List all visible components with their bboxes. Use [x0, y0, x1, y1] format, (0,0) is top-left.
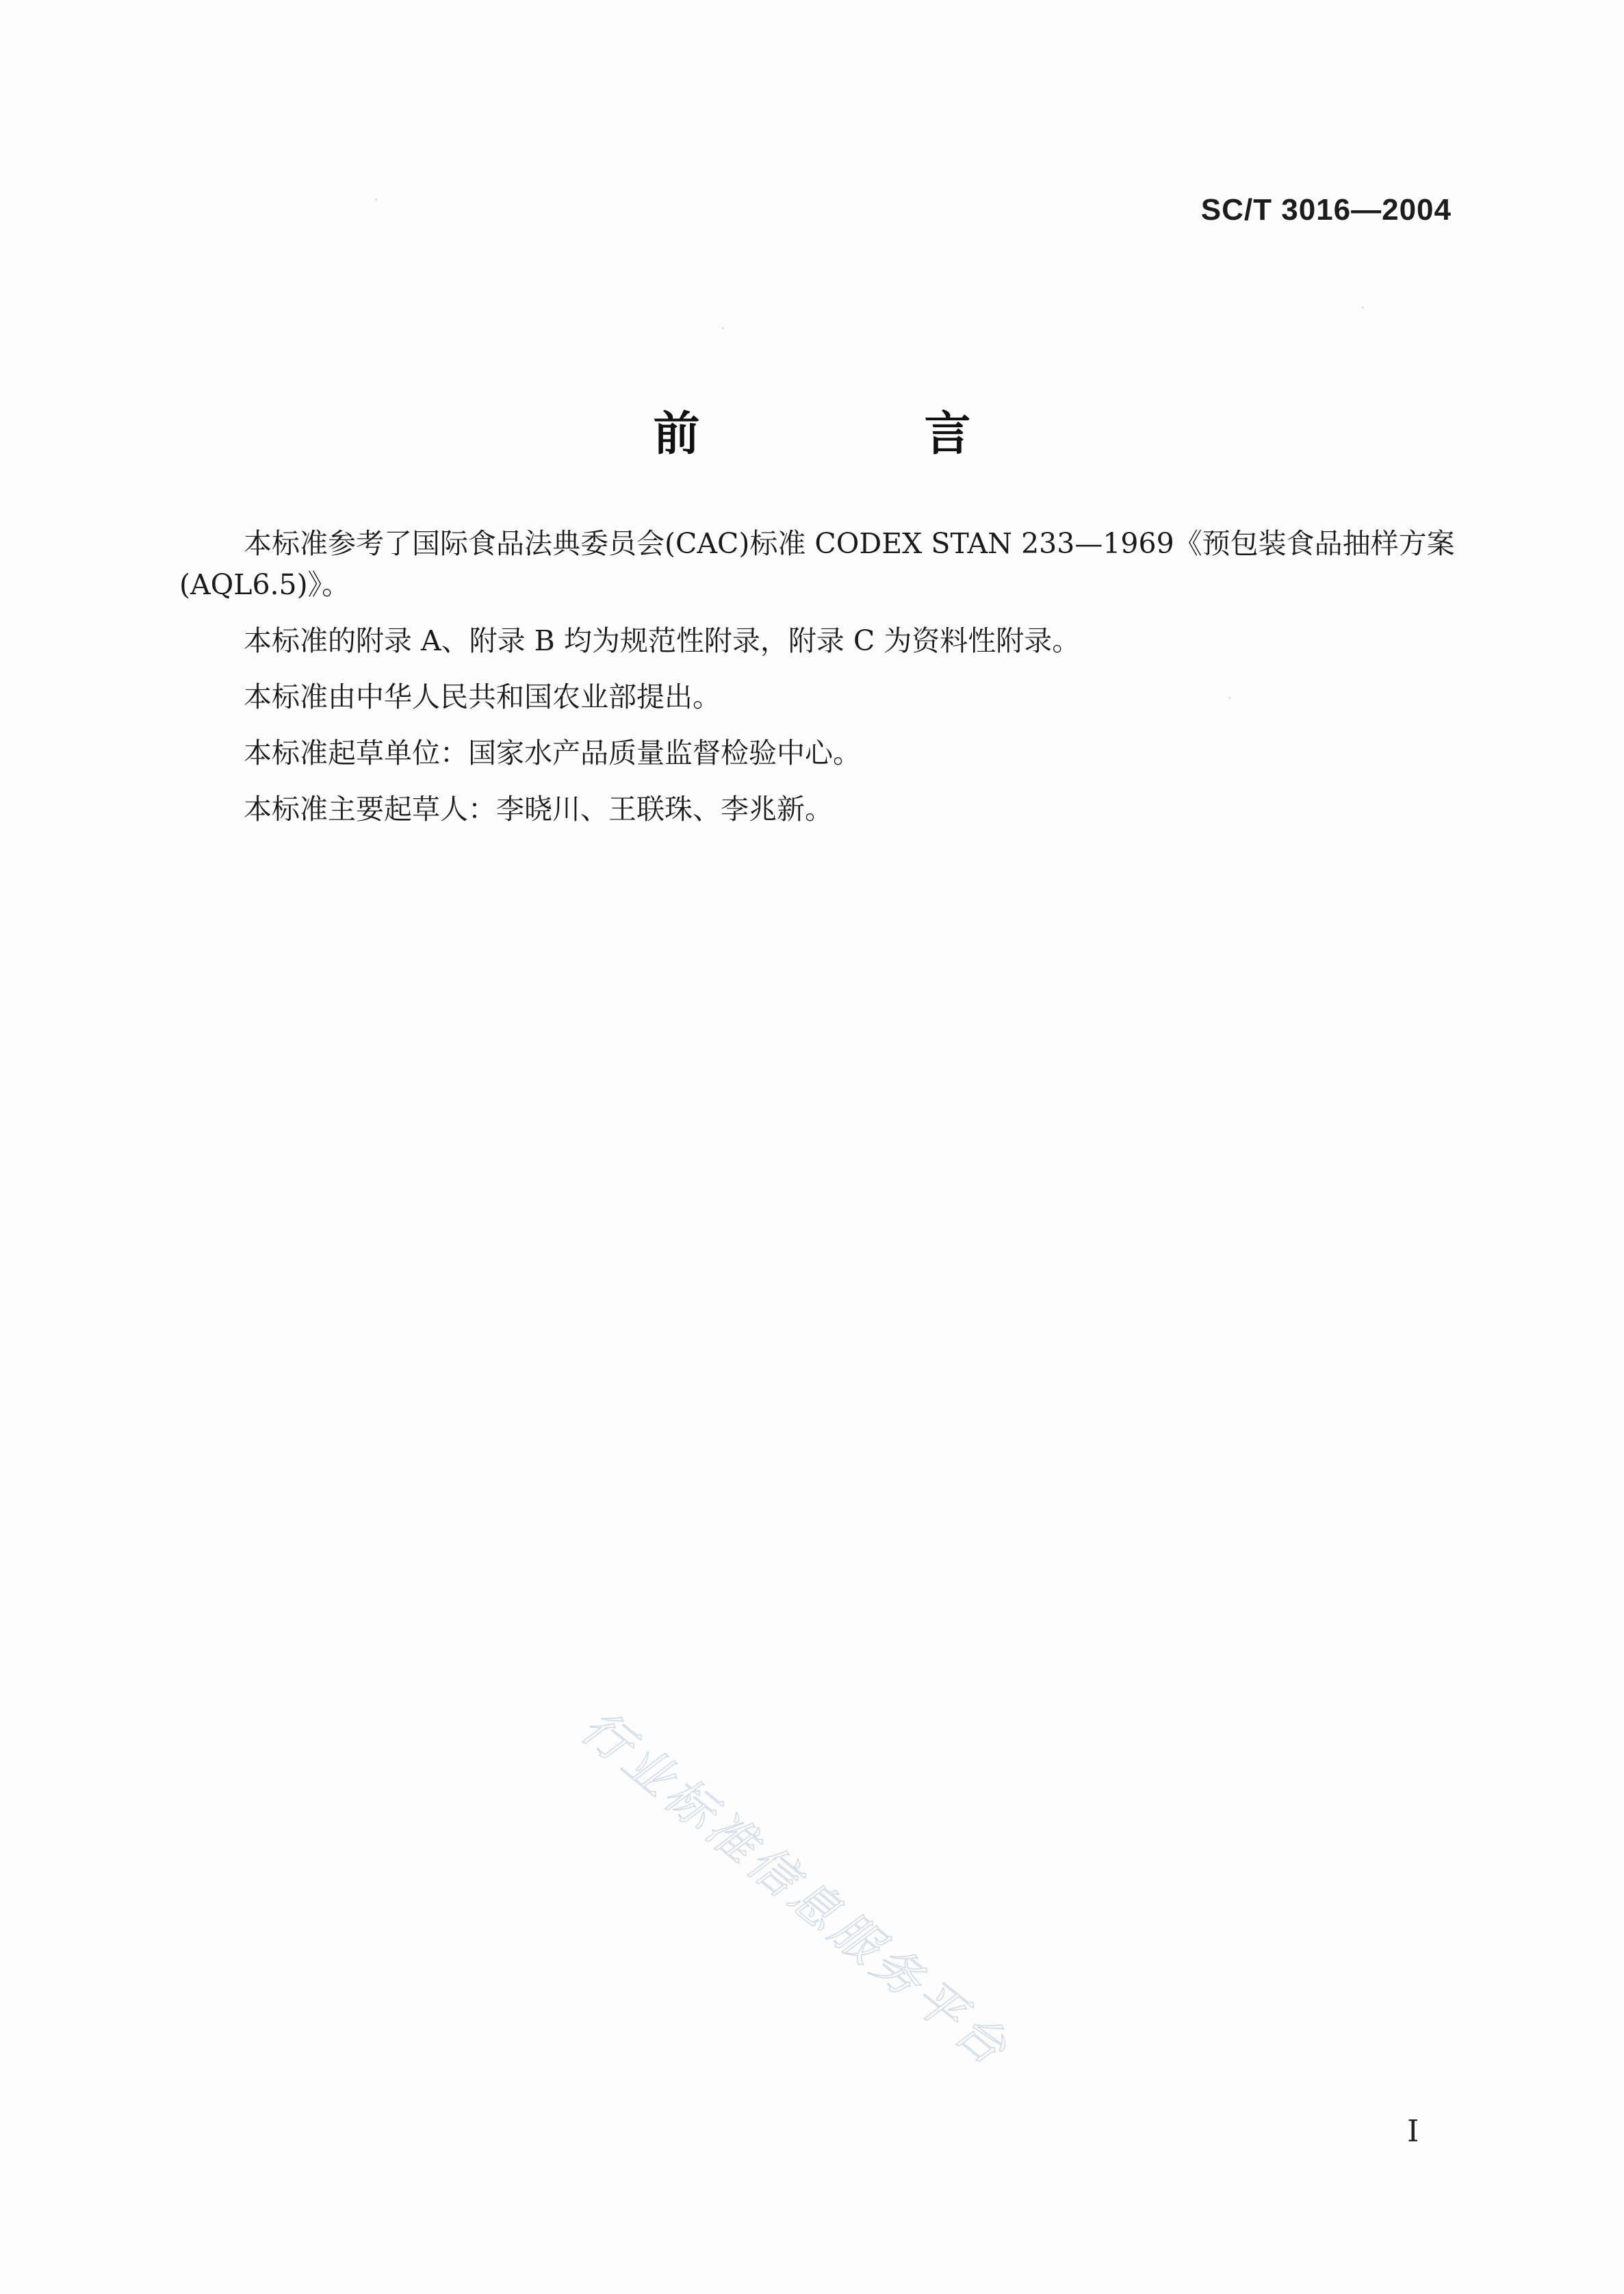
- paragraph-text: 本标准参考了国际食品法典委员会(CAC)标准 CODEX STAN 233—1969《预包装食品抽样方案: [244, 527, 1455, 560]
- page-number: I: [1407, 2114, 1419, 2149]
- paragraph-proposer: [179, 676, 1466, 717]
- paragraph-text: 本标准由中华人民共和国农业部提出。: [244, 680, 721, 713]
- page-title: 前 言: [653, 407, 1060, 461]
- scan-speck: [375, 199, 377, 201]
- scan-speck: [722, 327, 724, 329]
- paragraph-reference: [179, 523, 1466, 605]
- standard-code: SC/T 3016—2004: [1200, 193, 1452, 227]
- paragraph-annexes: [179, 620, 1466, 661]
- paragraph-text-continued: (AQL6.5)》。: [179, 568, 350, 601]
- scan-speck: [1362, 307, 1364, 309]
- foreword-body: [179, 523, 1466, 845]
- paragraph-text: 本标准主要起草人：李晓川、王联珠、李兆新。: [244, 793, 833, 826]
- watermark: 行业标准信息服务平台: [570, 1698, 1021, 2079]
- scan-speck: [1228, 697, 1230, 699]
- paragraph-text: 本标准起草单位：国家水产品质量监督检验中心。: [244, 737, 861, 769]
- paragraph-drafters: [179, 789, 1466, 830]
- paragraph-drafting-unit: [179, 732, 1466, 774]
- paragraph-text: 本标准的附录 A、附录 B 均为规范性附录，附录 C 为资料性附录。: [244, 624, 1081, 657]
